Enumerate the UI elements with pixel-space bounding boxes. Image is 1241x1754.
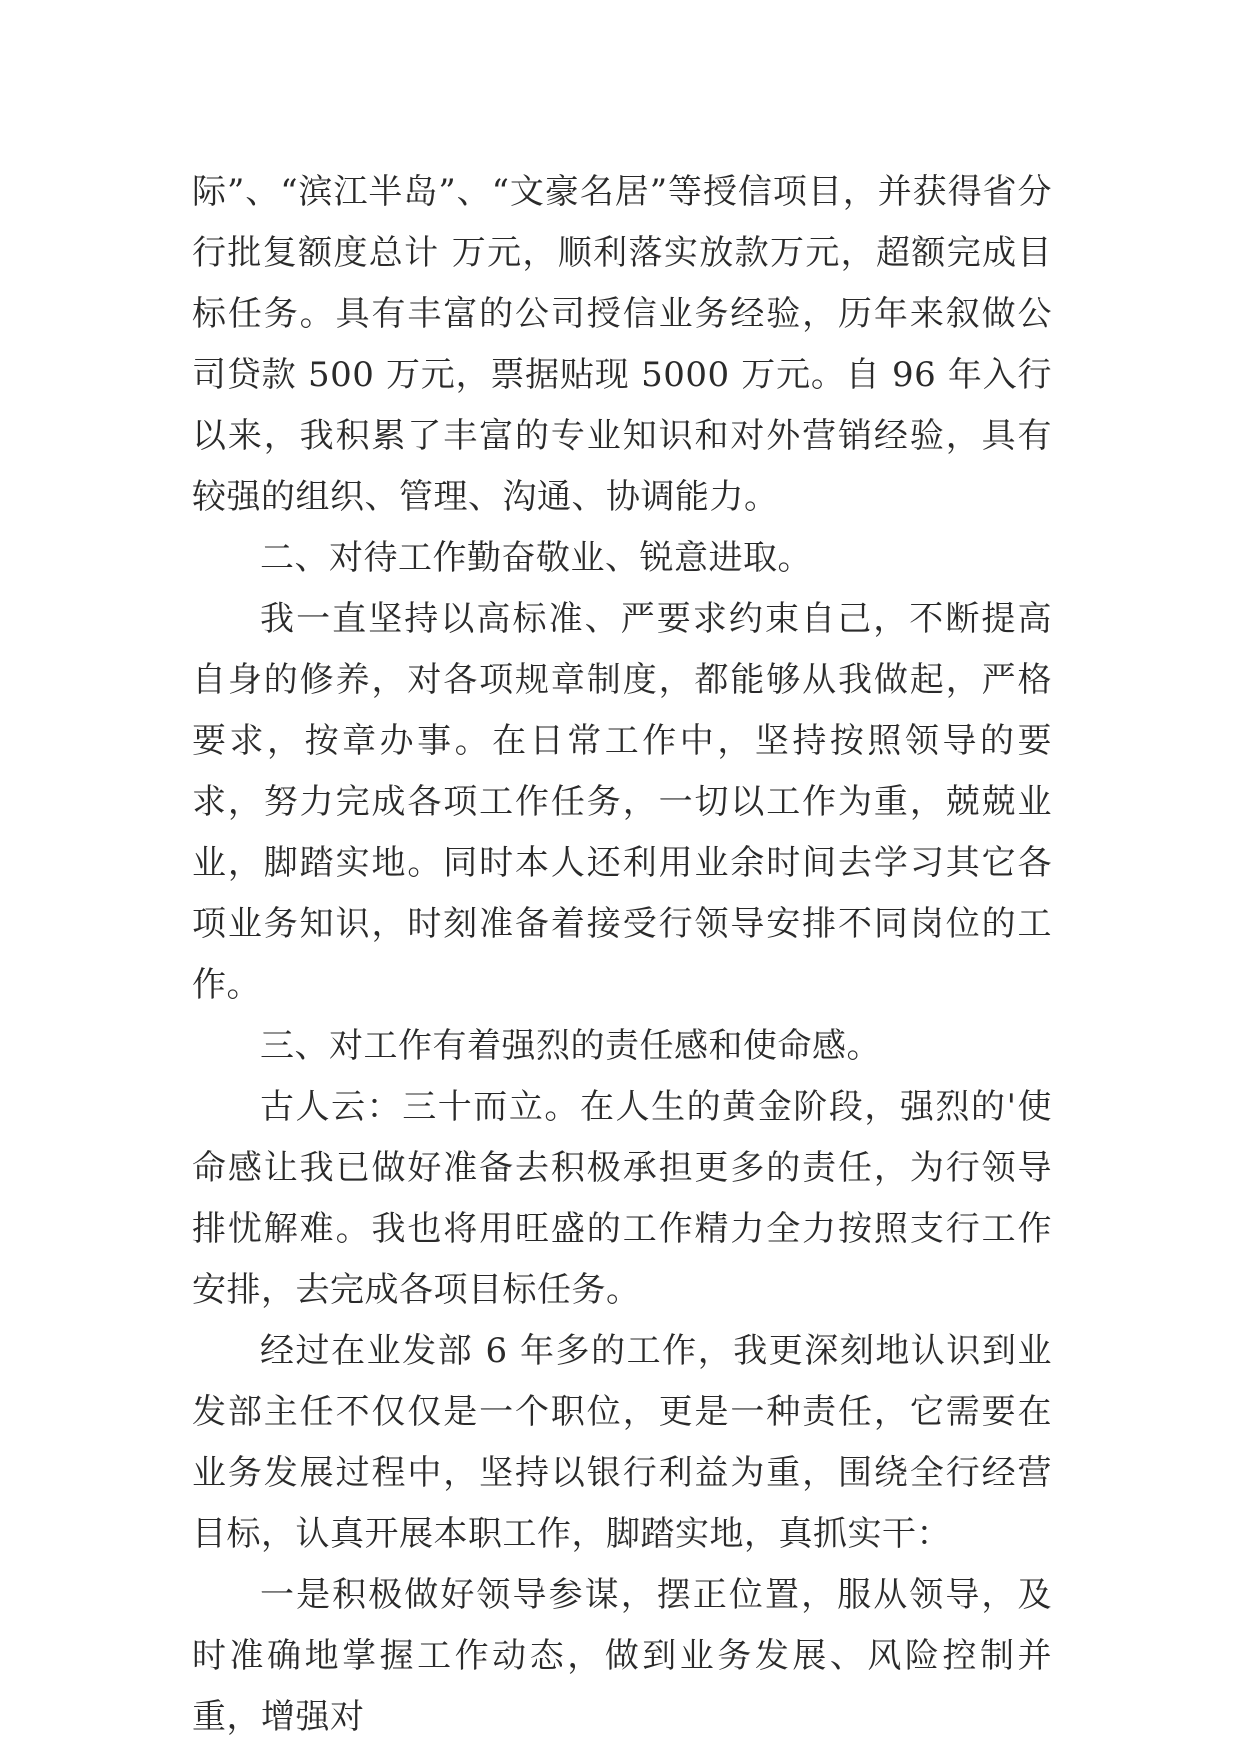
- document-body: [192, 162, 1052, 1748]
- paragraph-5: 古人云：三十而立。在人生的黄金阶段，强烈的'使命感让我已做好准备去积极承担更多的责任，为行领导排忧解难。我也将用旺盛的工作精力全力按照支行工作安排，去完成各项目标任务。: [192, 1087, 1052, 1310]
- section-heading-3: 三、对工作有着强烈的责任感和使命感。: [260, 1026, 881, 1066]
- paragraph-6: 经过在业发部 6 年多的工作，我更深刻地认识到业发部主任不仅仅是一个职位，更是一种责任，它需要在业务发展过程中，坚持以银行利益为重，围绕全行经营目标，认真开展本职工作，脚踏实地，真抓实干：: [192, 1331, 1052, 1554]
- paragraph-1: 际”、“滨江半岛”、“文豪名居”等授信项目，并获得省分行批复额度总计 万元，顺利落实放款万元，超额完成目标任务。具有丰富的公司授信业务经验，历年来叙做公司贷款 500 万元，票据贴现 5000 万元。自 96 年入行以来，我积累了丰富的专业知识和对外营销经验，具有较强的组织、管理、沟通、协调能力。: [192, 172, 1052, 517]
- section-heading-2: 二、对待工作勤奋敬业、锐意进取。: [260, 538, 812, 578]
- paragraph-7: 一是积极做好领导参谋，摆正位置，服从领导，及时准确地掌握工作动态，做到业务发展、风险控制并重，增强对: [192, 1575, 1052, 1737]
- paragraph-3: 我一直坚持以高标准、严要求约束自己，不断提高自身的修养，对各项规章制度，都能够从我做起，严格要求，按章办事。在日常工作中，坚持按照领导的要求，努力完成各项工作任务，一切以工作为重，兢兢业业，脚踏实地。同时本人还利用业余时间去学习其它各项业务知识，时刻准备着接受行领导安排不同岗位的工作。: [192, 599, 1052, 1005]
